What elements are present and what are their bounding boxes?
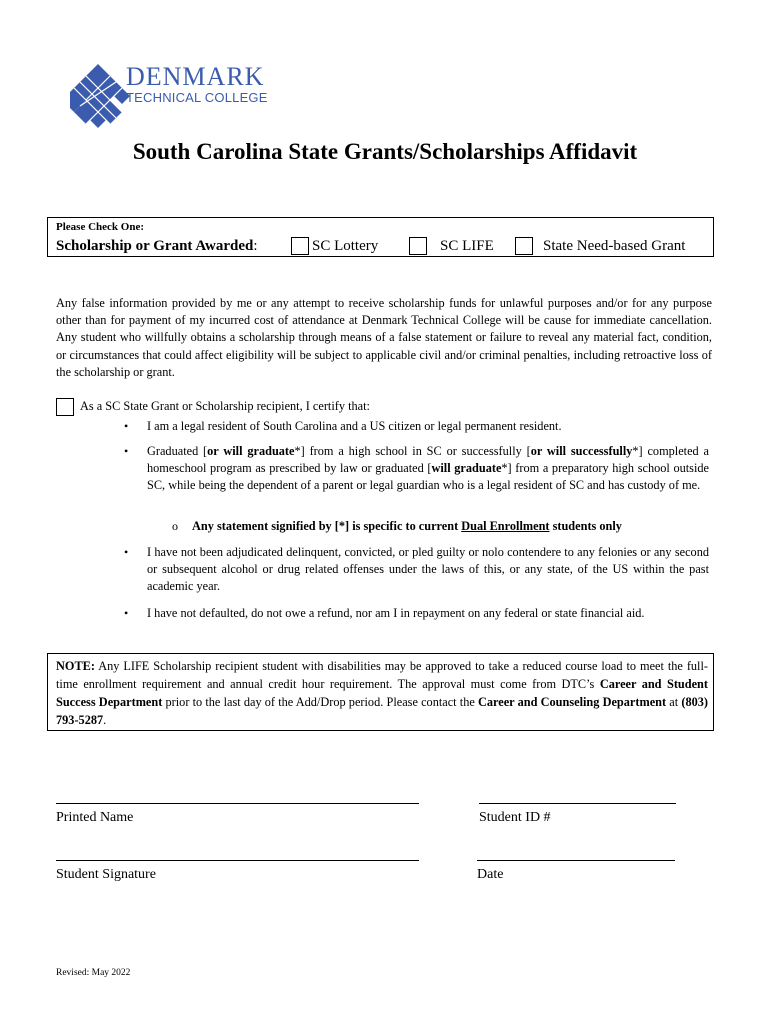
note-text: NOTE: Any LIFE Scholarship recipient student with disabilities may be approved to take a reduced course load to meet the full-time enrollment requirement and annual credit hour requirement. The approval must come from DTC’s Career and Student Success Department prior to the last day of the Add/Drop period. Please contact the Career and Counseling Department at (803) 793-5287. [56,659,709,727]
student-id-line[interactable] [479,803,676,804]
sub-bullet-marker: o [172,519,178,533]
certify-statement: As a SC State Grant or Scholarship recipient, I certify that: [80,399,370,413]
logo-line2: TECHNICAL COLLEGE [126,90,268,105]
bullet-marker: • [124,444,129,458]
student-signature-label: Student Signature [56,867,156,882]
sc-lottery-label: SC Lottery [312,238,379,254]
dual-enrollment-note: Any statement signified by [*] is specific to current Dual Enrollment students only [192,519,622,533]
logo-line1: DENMARK [126,62,265,91]
printed-name-label: Printed Name [56,810,134,825]
bullet-no-default: I have not defaulted, do not owe a refund, nor am I in repayment on any federal or state financial aid. [147,606,645,620]
sc-life-checkbox[interactable] [409,237,427,255]
false-information-paragraph: Any false information provided by me or any attempt to receive scholarship funds for unlawful purposes and/or for any purpose other than for payment of my incurred cost of attendance at Denmark Technical College will be cause for immediate cancellation. Any student who willfully obtains a scholarship through means of a false statement or failure to reveal any material fact, condition, or circumstances that could affect eligibility will be subject to applicable civil and/or criminal penalties, including retroactive loss of the scholarship or grant. [56,296,712,379]
printed-name-line[interactable] [56,803,419,804]
date-line[interactable] [477,860,675,861]
date-label: Date [477,867,504,882]
sc-life-label: SC LIFE [440,238,494,254]
student-id-label: Student ID # [479,810,551,825]
sc-lottery-checkbox[interactable] [291,237,309,255]
student-signature-line[interactable] [56,860,419,861]
check-instruction: Please Check One: [56,221,144,233]
bullet-graduation: Graduated [or will graduate*] from a high school in SC or successfully [or will successfully*] completed a homeschool program as prescribed by law or graduated [will graduate*] from a preparatory high school outside SC, while being the dependent of a parent or legal guardian who is a legal resident of SC and has custody of me. [147,444,709,493]
bullet-marker: • [124,545,129,559]
need-based-grant-label: State Need-based Grant [543,238,686,254]
award-label: Scholarship or Grant Awarded: [56,238,258,254]
bullet-marker: • [124,419,129,433]
need-based-grant-checkbox[interactable] [515,237,533,255]
bullet-marker: • [124,606,129,620]
page-title: South Carolina State Grants/Scholarships Affidavit [132,139,638,164]
certify-checkbox[interactable] [56,398,74,416]
bullet-residency: I am a legal resident of South Carolina and a US citizen or legal permanent resident. [147,419,562,433]
bullet-no-convictions: I have not been adjudicated delinquent, convicted, or pled guilty or nolo contendere to any felonies or any second or subsequent alcohol or drug related offenses under the laws of this, or any state, of the US within the past academic year. [147,545,709,594]
revised-date: Revised: May 2022 [56,968,131,978]
